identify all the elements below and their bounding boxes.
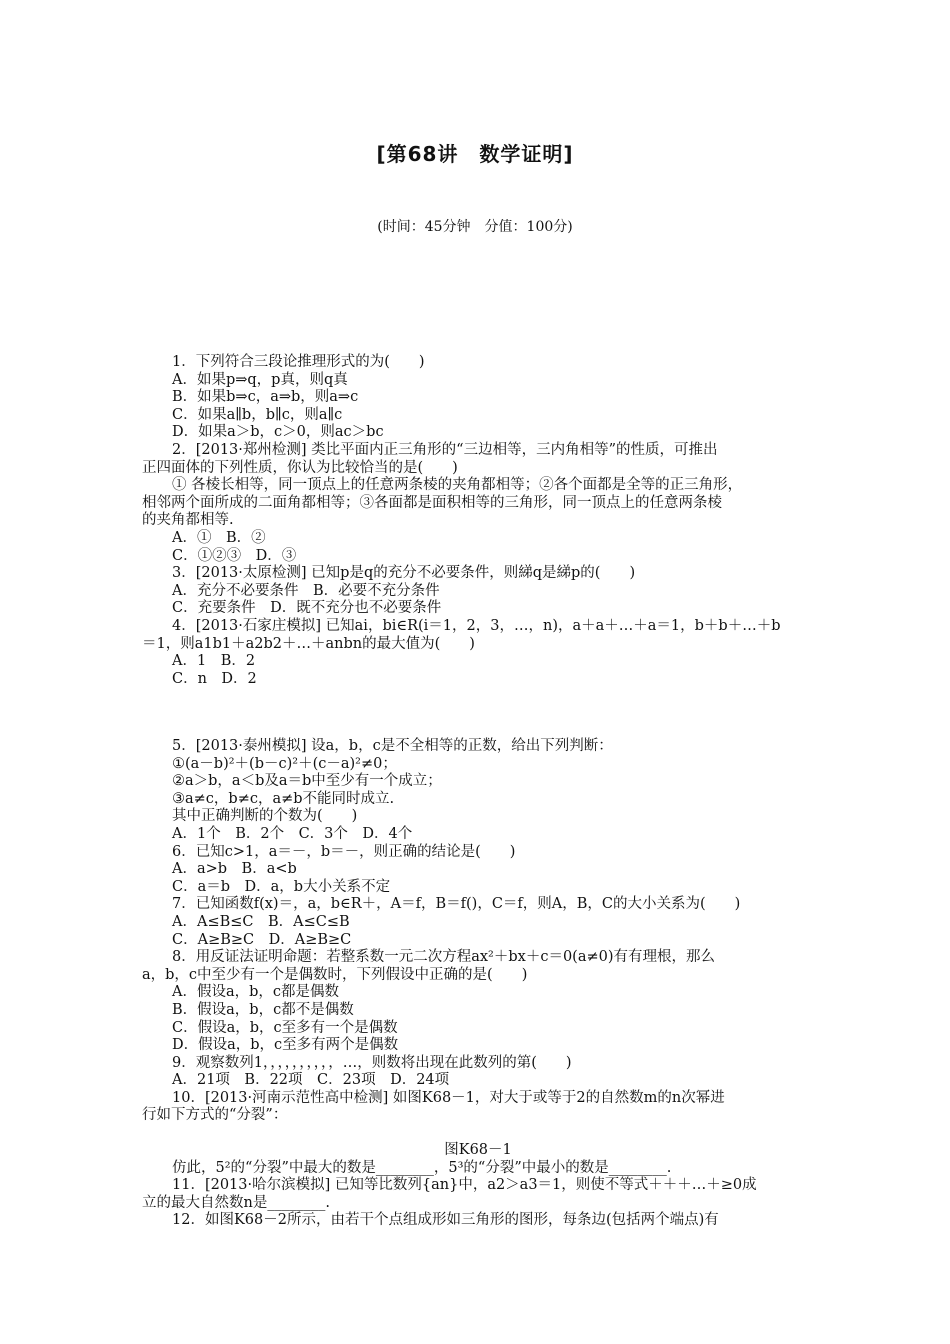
option-line: C．①②③ D．③ <box>172 547 297 564</box>
page-title: [第68讲 数学证明] <box>376 142 574 166</box>
question-line: ＝1，则a1b1＋a2b2＋…＋anbn的最大值为( ) <box>142 635 475 652</box>
option-line: D．假设a，b，c至多有两个是偶数 <box>172 1037 399 1054</box>
option-line: A．① B．② <box>172 529 266 546</box>
question-line: 1．下列符合三段论推理形式的为( ) <box>172 354 425 370</box>
question-line: 6．已知c>1，a＝－，b＝－，则正确的结论是( ) <box>172 843 516 860</box>
option-line: A．1 B．2 <box>172 653 256 670</box>
question-line: 11．[2013·哈尔滨模拟] 已知等比数列{an}中，a2＞a3＝1，则使不等式＋＋＋…＋≥0成 <box>172 1177 757 1194</box>
option-line: A．充分不必要条件 B．必要不充分条件 <box>172 582 440 599</box>
questions-block-1 <box>142 354 814 688</box>
question-line: 2．[2013·郑州检测] 类比平面内正三角形的“三边相等，三内角相等”的性质，可推出 <box>172 441 718 458</box>
question-line: ③a≠c，b≠c，a≠b不能同时成立. <box>172 790 395 807</box>
question-line: 12．如图K68－2所示，由若干个点组成形如三角形的图形，每条边(包括两个端点)有 <box>172 1212 719 1229</box>
questions-block-2 <box>142 738 814 1230</box>
option-line: C．假设a，b，c至多有一个是偶数 <box>172 1019 398 1036</box>
option-line: C．A≥B≥C D．A≥B≥C <box>172 931 352 948</box>
option-line: C．充要条件 D．既不充分也不必要条件 <box>172 600 442 617</box>
question-line: ②a＞b，a＜b及a＝b中至少有一个成立； <box>172 773 442 790</box>
option-line: A．A≤B≤C B．A≤C≤B <box>172 913 350 930</box>
option-line: C．n D．2 <box>172 670 257 687</box>
question-line: 8．用反证法证明命题：若整系数一元二次方程ax²＋bx＋c＝0(a≠0)有有理根，那么 <box>172 949 715 966</box>
option-line: B．假设a，b，c都不是偶数 <box>172 1001 354 1018</box>
question-line: ① 各棱长相等，同一顶点上的任意两条棱的夹角都相等；②各个面都是全等的正三角形， <box>172 477 743 494</box>
option-line: A．如果p⇒q，p真，则q真 <box>172 371 348 388</box>
question-line: 行如下方式的“分裂”： <box>142 1107 288 1124</box>
question-line: 其中正确判断的个数为( ) <box>172 808 358 825</box>
question-line: 相邻两个面所成的二面角都相等；③各面都是面积相等的三角形，同一顶点上的任意两条棱 <box>142 494 722 511</box>
option-line: C．a＝b D．a，b大小关系不定 <box>172 878 391 895</box>
question-line: 3．[2013·太原检测] 已知p是q的充分不必要条件，则綈q是綈p的( ) <box>172 565 636 582</box>
question-line: 的夹角都相等. <box>142 512 234 529</box>
option-line: B．如果b⇒c，a⇒b，则a⇒c <box>172 389 359 406</box>
question-line: 7．已知函数f(x)＝，a，b∈R＋，A＝f，B＝f()，C＝f，则A，B，C的大小关系为( ) <box>172 896 741 913</box>
option-line: C．如果a∥b，b∥c，则a∥c <box>172 406 343 423</box>
figure-caption: 图K68－1 <box>444 1142 512 1159</box>
question-line: 5．[2013·泰州模拟] 设a，b，c是不全相等的正数，给出下列判断： <box>172 738 613 754</box>
option-line: D．如果a＞b，c＞0，则ac＞bc <box>172 424 384 441</box>
option-line: A．21项 B．22项 C．23项 D．24项 <box>172 1072 450 1089</box>
question-line: a，b，c中至少有一个是偶数时，下列假设中正确的是( ) <box>142 966 528 983</box>
question-line: 9．观察数列1，，，，，，，，，，…，则数将出现在此数列的第( ) <box>172 1054 572 1071</box>
question-line: 仿此，5²的“分裂”中最大的数是________，5³的“分裂”中最小的数是________. <box>172 1159 672 1176</box>
question-line: 4．[2013·石家庄模拟] 已知ai，bi∈R(i＝1，2，3，…，n)，a＋a＋…＋a＝1，b＋b＋…＋b <box>172 617 781 634</box>
option-line: A．1个 B．2个 C．3个 D．4个 <box>172 825 413 842</box>
question-line: 正四面体的下列性质，你认为比较恰当的是( ) <box>142 459 458 476</box>
question-line: 立的最大自然数n是________. <box>142 1194 330 1211</box>
option-line: A．a>b B．a<b <box>172 861 297 878</box>
question-line: ①(a－b)²＋(b－c)²＋(c－a)²≠0； <box>172 755 397 772</box>
time-score-info: (时间：45分钟 分值：100分) <box>377 219 573 235</box>
option-line: A．假设a，b，c都是偶数 <box>172 984 340 1001</box>
question-line: 10．[2013·河南示范性高中检测] 如图K68－1，对大于或等于2的自然数m的n次幂进 <box>172 1089 725 1106</box>
